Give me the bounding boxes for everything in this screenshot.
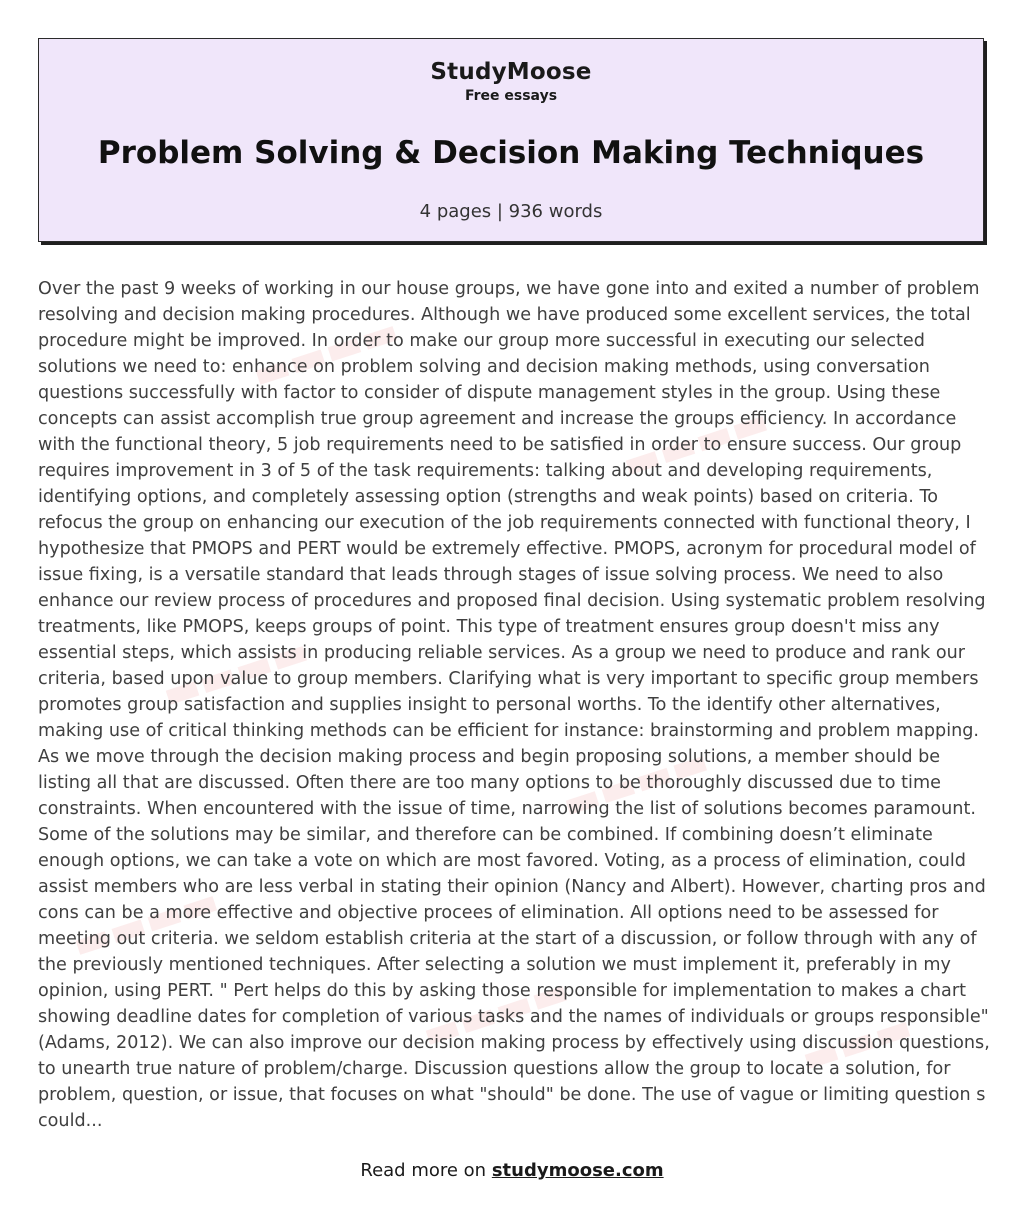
footer	[0, 1160, 1024, 1181]
header-card	[38, 38, 984, 242]
brand-tagline: Free essays	[464, 88, 558, 104]
watermark-mark: ▬▬▬	[795, 1003, 918, 1083]
brand-logo: StudyMoose	[430, 59, 592, 85]
watermark-mark: ▬▬▬▬	[156, 627, 315, 719]
document-meta: 4 pages | 936 words	[419, 201, 603, 222]
essay-body: Over the past 9 weeks of working in our house groups, we have gone into and exited a number of problem resolving and decision making procedures. Although we have produced some excellent services, the total procedure might be improved. In order to make our group more successful in executing our selected solutions we need to: enhance on problem solving and decision making methods, using conversation questions successfully with factor to consider of dispute management styles in the group. Using these concepts can assist accomplish true group agreement and increase the groups efficiency. In accordance with the functional theory, 5 job requirements need to be satisfied in order to ensure success. Our group requires improvement in 3 of 5 of the task requirements: talking about and developing requirements, identifying options, and completely assessing option (strengths and weak points) based on criteria. To refocus the group on enhancing our execution of the job requirements connected with functional theory, I hypothesize that PMOPS and PERT would be extremely effective. PMOPS, acronym for procedural model of issue fixing, is a versatile standard that leads through stages of issue solving process. We need to also enhance our review process of procedures and proposed final decision. Using systematic problem resolving treatments, like PMOPS, keeps groups of point. This type of treatment ensures group doesn't miss any essential steps, which assists in producing reliable services. As a group we need to produce and rank our criteria, based upon value to group members. Clarifying what is very important to specific group members promotes group satisfaction and supplies insight to personal worths. To the identify other alternatives, making use of critical thinking methods can be efficient for instance: brainstorming and problem mapping. As we move through the decision making process and begin proposing solutions, a member should be listing all that are discussed. Often there are too many options to be thoroughly discussed due to time constraints. When encountered with the issue of time, narrowing the list of solutions becomes paramount. Some of the solutions may be similar, and therefore can be combined. If combining doesn’t eliminate enough options, we can take a vote on which are most favored. Voting, as a process of elimination, could assist members who are less verbal in stating their opinion (Nancy and Albert). However, charting pros and cons can be a more effective and objective procees of elimination. All options need to be assessed for meeting out criteria. we seldom establish criteria at the start of a discussion, or follow through with any of the previously mentioned techniques. After selecting a solution we must implement it, preferably in my opinion, using PERT. " Pert helps do this by asking those responsible for implementation to makes a chart showing deadline dates for completion of various tasks and the names of individuals or groups responsible" (Adams, 2012). We can also improve our decision making process by effectively using discussion questions, to unearth true nature of problem/charge. Discussion questions allow the group to locate a solution, for problem, question, or issue, that focuses on what "should" be done. The use of vague or limiting question s could...	[38, 279, 990, 1131]
watermark-mark: ▬▬▬▬	[556, 737, 715, 829]
page-title: Problem Solving & Decision Making Techniques	[97, 135, 925, 171]
watermark-mark: ▬▬▬▬	[416, 967, 575, 1059]
watermark-mark: ▬▬▬▬	[66, 877, 225, 969]
footer-prefix: Read more on	[360, 1160, 492, 1181]
watermark-mark: ▬▬▬▬	[246, 307, 405, 399]
watermark-mark: ▬▬▬▬	[616, 397, 775, 489]
source-link[interactable]: studymoose.com	[491, 1160, 664, 1181]
